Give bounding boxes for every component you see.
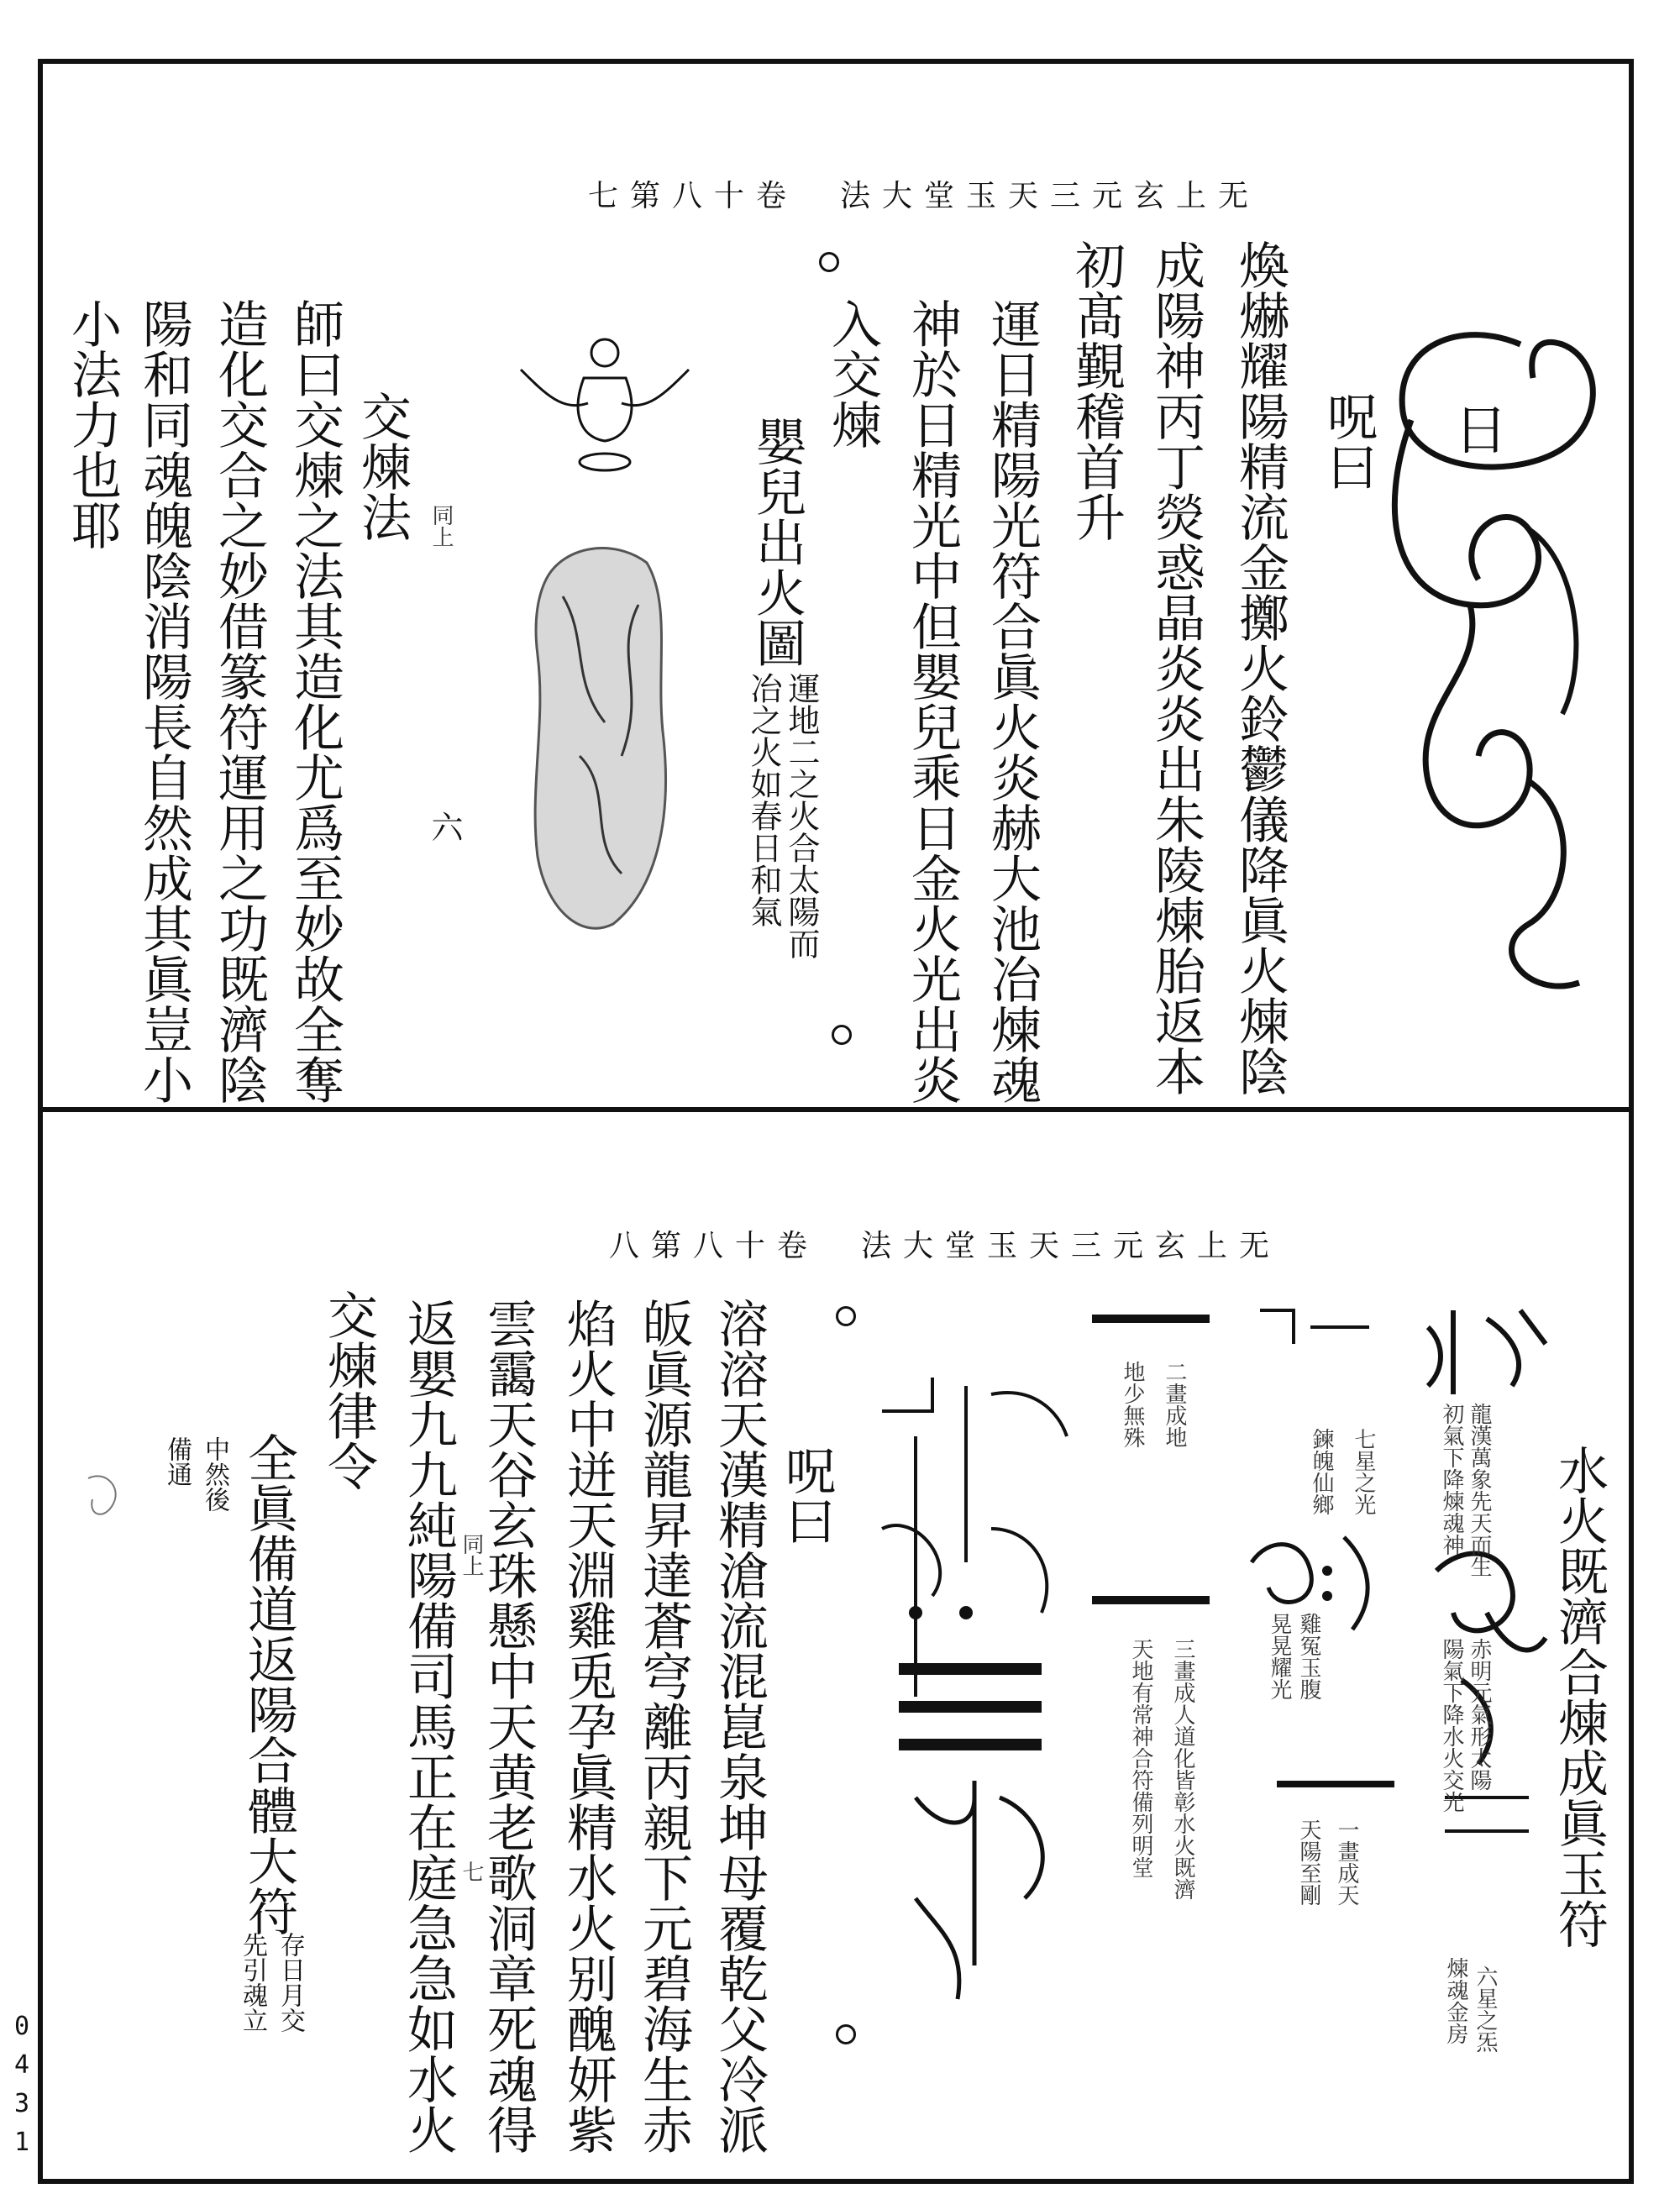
top-incantation-label: 呪曰 <box>1319 391 1378 491</box>
bottom-incantation-line-2: 皈眞源龍昇達蒼穹離丙親下元碧海生赤 <box>634 1298 693 2154</box>
trigram-note-4: 天地有常神合符備列明堂 <box>1128 1638 1153 1878</box>
bottom-incantation-line-4: 雲靄天谷玄珠懸中天黄老歌洞章死魂得 <box>479 1298 538 2154</box>
figure-note-1: 運地二之火合太陽而 <box>783 672 820 959</box>
law-note-1: 存日月交 <box>276 1932 305 2033</box>
page-divider <box>38 1107 1634 1112</box>
figure-note-2: 冶之火如春日和氣 <box>745 672 782 927</box>
ink-smudge <box>80 1470 130 1529</box>
top-incantation-line-2: 成陽神丙丁熒惑晶炎炎出朱陵煉胎返本 <box>1147 239 1205 1096</box>
section-text-line-3: 陽和同魂魄陰消陽長自然成其眞豈小 <box>134 298 193 1105</box>
talisman-note-5: 赤明元氣形太陽 <box>1467 1638 1492 1791</box>
trigram-note-1: 二畫成地 <box>1162 1361 1187 1448</box>
talisman-note-9: 一畫成天 <box>1334 1819 1359 1906</box>
binding-hole-icon <box>832 1025 852 1045</box>
talisman-note-6: 陽氣下降水火交光 <box>1439 1638 1464 1813</box>
law-text: 全眞備道返陽合體大符 <box>239 1432 298 1936</box>
section-text-line-4: 小法力也耶 <box>63 298 122 550</box>
top-incantation-line-3: 初髙覲稽首升 <box>1067 239 1126 542</box>
trigram-note-2: 地少無殊 <box>1120 1361 1145 1448</box>
side-note-2: 備通 <box>162 1436 192 1487</box>
bottom-header: 八第八十卷 法大堂玉天三元玄上无 <box>609 1229 1282 1263</box>
talisman-note-8: 晃晃耀光 <box>1267 1613 1292 1700</box>
infant-fire-figure <box>512 319 697 958</box>
binding-hole-icon <box>836 2024 856 2044</box>
talisman-note-2: 初氣下降煉魂神 <box>1439 1403 1464 1556</box>
bottom-incantation-line-5: 返嬰九九純陽備司馬正在庭急急如水火 <box>399 1298 458 2154</box>
talisman-note-3: 七星之光 <box>1351 1428 1376 1515</box>
page-number: 0 4 3 1 <box>13 2012 30 2157</box>
binding-hole-icon <box>836 1306 856 1326</box>
trigram-note-3: 三畫成人道化皆彰水火既濟 <box>1170 1638 1195 1900</box>
section-text-line-1: 師曰交煉之法其造化尤爲至妙故全奪 <box>286 298 344 1105</box>
bottom-incantation-label: 呪曰 <box>777 1445 836 1546</box>
talisman-note-11: 六星之炁 <box>1473 1965 1498 2053</box>
talisman-note-4: 鍊魄仙鄉 <box>1309 1428 1334 1515</box>
trigram-line <box>1092 1315 1210 1323</box>
top-method-line-3: 入交煉 <box>823 298 882 449</box>
section-text-line-2: 造化交合之妙借篆符運用之功既濟陰 <box>210 298 269 1105</box>
trigram-talisman-figure <box>865 1361 1084 2049</box>
top-header: 七第八十卷 法大堂玉天三元玄上无 <box>588 179 1261 213</box>
talisman-note-12: 煉魂金房 <box>1443 1957 1468 2044</box>
trigram-line <box>1092 1596 1210 1604</box>
top-incantation-line-1: 煥爀耀陽精流金擲火鈴鬱儀降眞火煉陰 <box>1231 239 1289 1096</box>
section-note: 同上 <box>428 504 454 548</box>
talisman-note-7: 雞冤玉腹 <box>1296 1613 1321 1700</box>
trigram-line <box>1277 1781 1394 1787</box>
talisman-sun-char: 日 <box>1445 401 1507 455</box>
side-note-1: 中然後 <box>200 1436 229 1512</box>
section-title: 交煉法 <box>353 391 412 542</box>
bottom-page-mark: 七 <box>459 1860 484 1882</box>
top-page-mark: 六 <box>426 811 463 842</box>
bottom-incantation-line-3: 焰火中迸天淵雞兎孕眞精水火别醜妍紫 <box>559 1298 617 2154</box>
bottom-same-note: 同上 <box>459 1533 484 1577</box>
figure-title: 嬰兒出火圖 <box>748 416 806 668</box>
top-method-line-1: 運日精陽光符合眞火炎赫大池冶煉魂 <box>983 298 1042 1105</box>
talisman-title: 水火既濟合煉成眞玉符 <box>1550 1445 1609 1949</box>
talisman-note-10: 天陽至剛 <box>1296 1819 1321 1906</box>
binding-hole-icon <box>819 252 839 272</box>
top-method-line-2: 神於日精光中但嬰兒乘日金火光出炎 <box>903 298 962 1105</box>
law-note-2: 先引魂立 <box>238 1932 267 2033</box>
talisman-note-1: 龍漢萬象先天而生 <box>1467 1403 1492 1577</box>
bottom-incantation-line-1: 溶溶天漢精滄流混崑泉坤母覆乾父冷派 <box>710 1298 769 2154</box>
law-title: 交煉律令 <box>319 1289 378 1491</box>
